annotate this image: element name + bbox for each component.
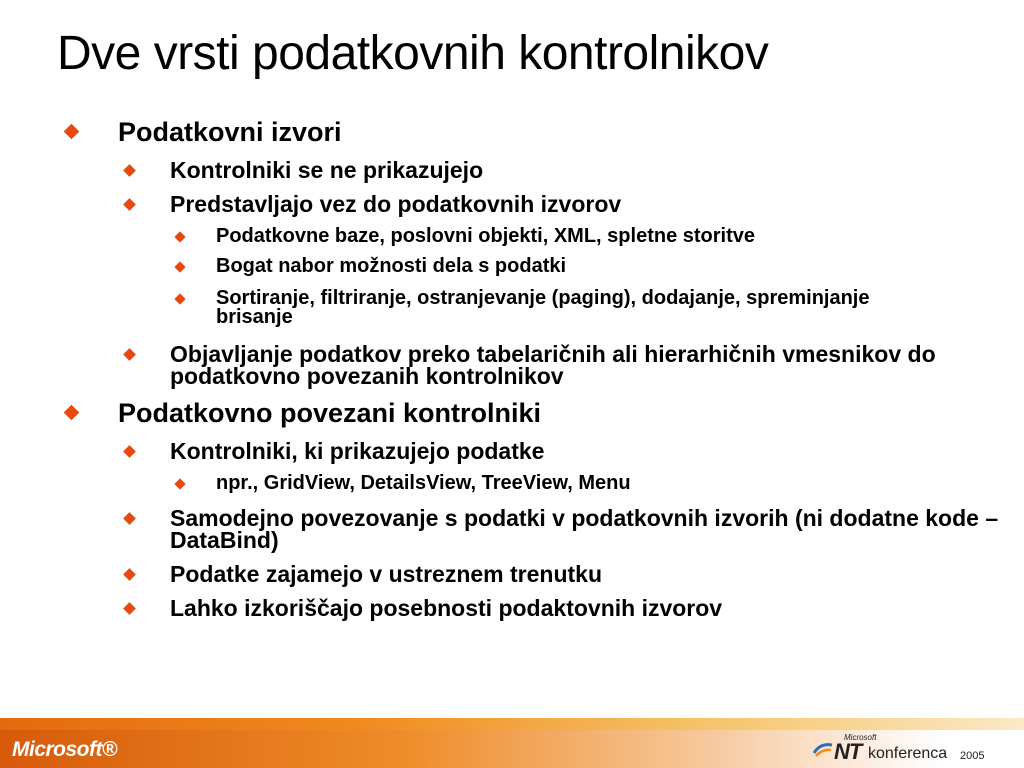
- microsoft-logo: Microsoft®: [12, 738, 117, 761]
- diamond-bullet-icon: [123, 198, 136, 211]
- diamond-bullet-icon: [174, 293, 185, 304]
- diamond-bullet-icon: [64, 124, 80, 140]
- bullet-item: [170, 597, 722, 619]
- bullet-item: [170, 563, 602, 585]
- bullet-text: Podatkovno povezani kontrolniki: [118, 398, 542, 428]
- bullet-item: [170, 507, 1000, 551]
- diamond-bullet-icon: [174, 231, 185, 242]
- bullet-item: [118, 118, 342, 146]
- bullet-item: [170, 440, 544, 462]
- bullet-item: [216, 289, 916, 327]
- diamond-bullet-icon: [174, 261, 185, 272]
- bullet-item: [118, 399, 541, 427]
- bullet-item: [216, 257, 566, 276]
- bullet-text: Bogat nabor možnosti dela s podatki: [216, 255, 567, 277]
- footer-bar: [0, 730, 1024, 768]
- bullet-item: [170, 159, 483, 181]
- diamond-bullet-icon: [123, 164, 136, 177]
- diamond-bullet-icon: [123, 568, 136, 581]
- bullet-text: Sortiranje, filtriranje, ostranjevanje (paging), dodajanje, spreminjanje brisanje: [216, 287, 870, 328]
- nt-logo-konferenca: konferenca: [868, 745, 948, 762]
- bullet-text: Predstavljajo vez do podatkovnih izvorov: [170, 191, 622, 217]
- nt-logo-year: 2005: [960, 750, 985, 762]
- bullet-text: Podatke zajamejo v ustreznem trenutku: [170, 561, 603, 587]
- bullet-text: Objavljanje podatkov preko tabelaričnih ali hierarhičnih vmesnikov do podatkovno povezanih kontrolnikov: [170, 341, 936, 389]
- diamond-bullet-icon: [64, 405, 80, 421]
- nt-logo-nt: NT: [834, 739, 862, 764]
- footer-accent-band: [0, 718, 1024, 730]
- bullet-text: Podatkovni izvori: [118, 117, 342, 147]
- bullet-text: Kontrolniki se ne prikazujejo: [170, 157, 484, 183]
- bullet-item: [216, 474, 631, 493]
- bullet-text: Podatkovne baze, poslovni objekti, XML, spletne storitve: [216, 225, 755, 247]
- bullet-text: Lahko izkoriščajo posebnosti podaktovnih izvorov: [170, 595, 723, 621]
- nt-konferenca-logo: [810, 733, 1000, 767]
- diamond-bullet-icon: [123, 445, 136, 458]
- nt-logo-microsoft: Microsoft: [844, 733, 877, 742]
- bullet-text: Kontrolniki, ki prikazujejo podatke: [170, 438, 545, 464]
- nt-swoosh-icon: [812, 741, 834, 759]
- slide-title: Dve vrsti podatkovnih kontrolnikov: [57, 27, 769, 80]
- diamond-bullet-icon: [123, 602, 136, 615]
- diamond-bullet-icon: [174, 478, 185, 489]
- bullet-item: [170, 193, 621, 215]
- bullet-item: [216, 227, 755, 246]
- diamond-bullet-icon: [123, 512, 136, 525]
- diamond-bullet-icon: [123, 348, 136, 361]
- bullet-text: npr., GridView, DetailsView, TreeView, Menu: [216, 472, 631, 494]
- bullet-item: [170, 343, 960, 387]
- bullet-text: Samodejno povezovanje s podatki v podatkovnih izvorih (ni dodatne kode – DataBind): [170, 505, 999, 553]
